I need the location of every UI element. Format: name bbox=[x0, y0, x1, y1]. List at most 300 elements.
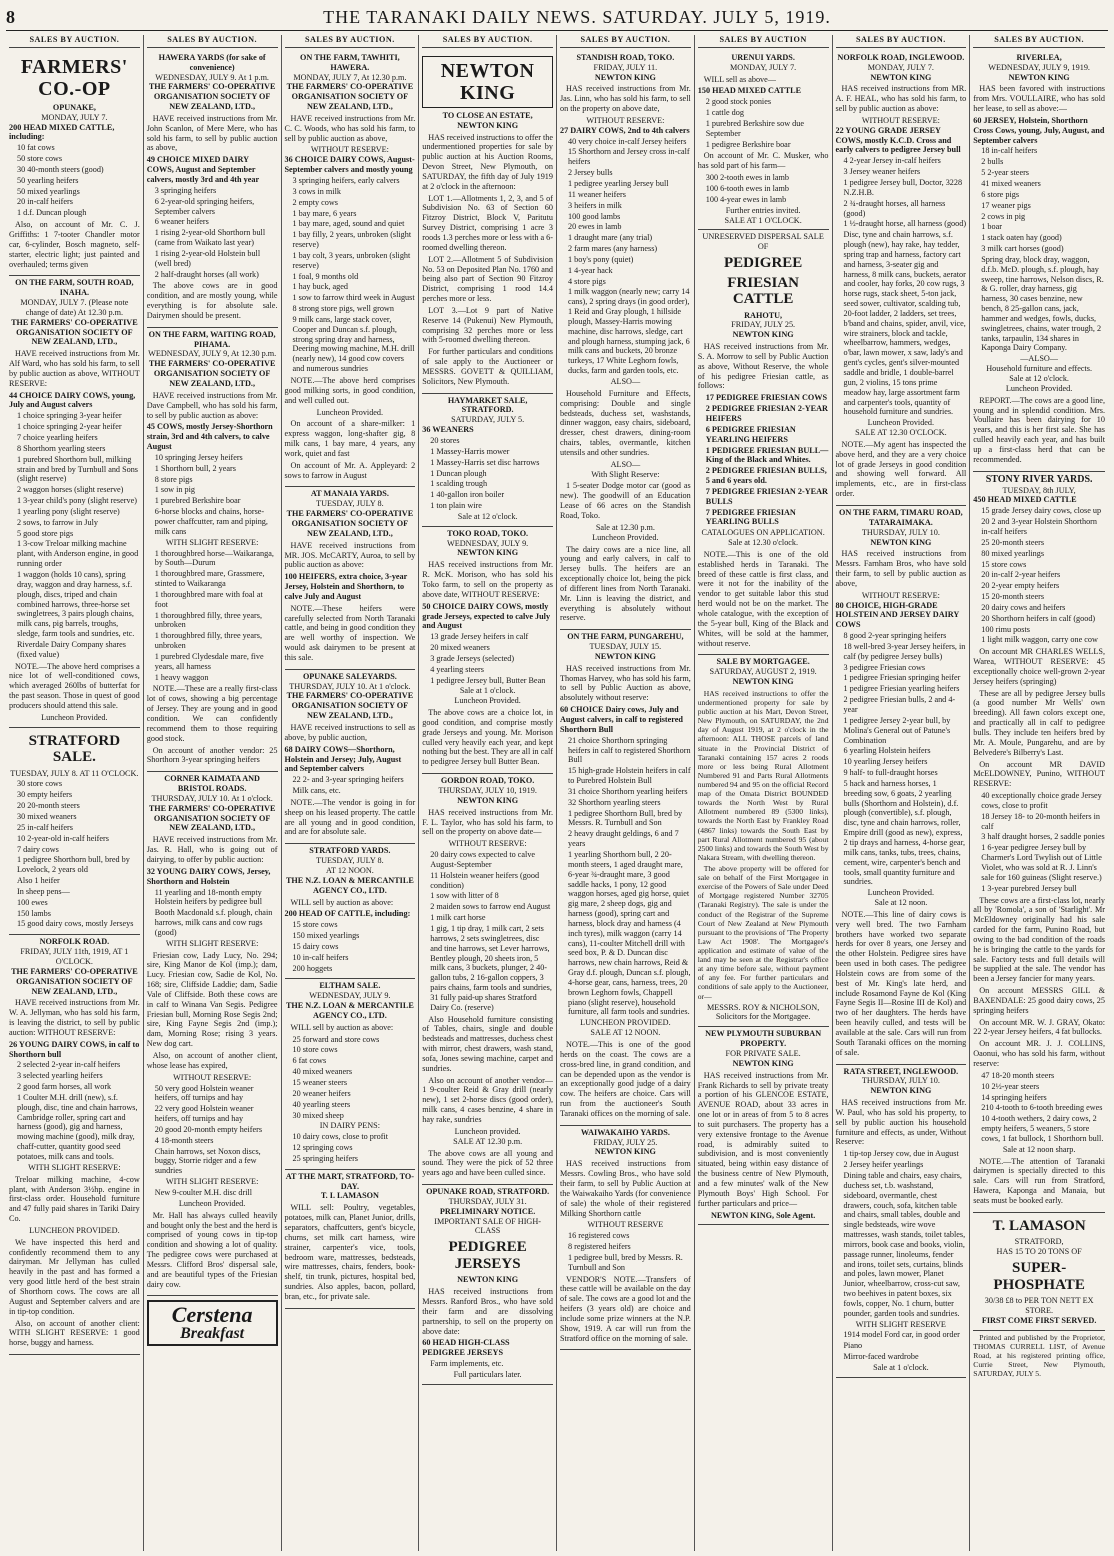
ad-text: HAS received instructions from Messrs. Ranford Bros., who have sold their farm and are dissolving partnership, to sell on the property on above date: bbox=[422, 1287, 553, 1336]
ad-org: T. I. LAMASON bbox=[320, 1191, 379, 1201]
list-item: 1 light milk waggon, carry one cow bbox=[981, 635, 1098, 645]
ad-account: On account MR CHARLES WELLS, Warea, WITHOUT RESERVE: 45 exceptionally choice well-grown 2-year Jersey heifers (springing) bbox=[973, 647, 1105, 686]
ad-text: For further particulars and conditions of sale apply to the Auctioneer or MESSRS. GOVETT & QUILLIAM, Solicitors, New Plymouth. bbox=[422, 347, 553, 386]
list-item: 1 bay mare, aged, sound and quiet bbox=[292, 219, 405, 229]
list-item: 4 2-year Jersey in-calf heifers bbox=[843, 156, 941, 166]
list-item: Piano bbox=[843, 1341, 863, 1351]
ad-items bbox=[147, 888, 278, 938]
ad-account: On account of Mr. C. Musker, who has sold part of his farm— bbox=[697, 151, 829, 171]
ad-solicitors: MESSRS. ROY & NICHOLSON, Solicitors for the Mortgagee. bbox=[706, 1002, 820, 1022]
ad-date: FRIDAY, JULY 11. bbox=[593, 62, 658, 72]
list-item: 1 pedigree Friesian yearling heifers bbox=[843, 684, 960, 694]
ad-note: NOTE.—The above herd comprises a nice lot of well-conditioned cows, which averaged 260lbs of butterfat for the past season. Those in quest of good producers should attend this sale. bbox=[9, 661, 140, 710]
ad-items bbox=[560, 736, 691, 1018]
ad-org: THE FARMERS' CO-OPERATIVE ORGANISATION SOCIETY OF NEW ZEALAND, LTD., bbox=[148, 82, 276, 112]
list-item: 100 ewes bbox=[17, 897, 48, 907]
list-item: 1 purebred Clydesdale mare, five years, all harness bbox=[154, 651, 264, 671]
ad-also: ALSO— bbox=[610, 459, 641, 469]
list-item: 3 grade Jerseys (selected) bbox=[430, 653, 515, 663]
ad-place: HAYMARKET SALE, STRATFORD. bbox=[447, 395, 528, 415]
ad-time: SALE AT 12 NOON. bbox=[590, 1028, 661, 1038]
list-item: 1 bay filly, 2 years, unbroken (slight reserve) bbox=[292, 230, 412, 250]
list-item: 17 PEDIGREE FRIESIAN COWS bbox=[705, 393, 827, 403]
ad-org: THE FARMERS' CO-OPERATIVE ORGANISATION SOCIETY OF NEW ZEALAND, LTD., bbox=[286, 691, 414, 721]
ad-org: THE FARMERS' CO-OPERATIVE ORGANISATION SOCIETY OF NEW ZEALAND, LTD., bbox=[286, 82, 414, 112]
list-item: 2 bulls bbox=[981, 157, 1004, 167]
list-item: 2 good stock ponies bbox=[705, 97, 772, 107]
ad-date: WEDNESDAY, JULY 9. bbox=[447, 538, 529, 548]
list-item: 6 PEDIGREE FRIESIAN YEARLING HEIFERS bbox=[705, 424, 796, 444]
list-item: 1 tip-top Jersey cow, due in August bbox=[843, 1149, 959, 1159]
list-item: 2 farm mares (any harness) bbox=[568, 244, 658, 254]
ad-items bbox=[285, 1132, 416, 1164]
ad-note: NOTE.—The vendor is going in for sheep on his leased property. The cattle are all young and in good condition, and are for absolute sale. bbox=[284, 797, 416, 837]
column-6 bbox=[695, 35, 833, 1551]
list-item: 1 yearling Shorthorn bull, 2 20-month steers, 1 aged draught mare, 6-year ¾-draught mare, 3 good saddle hacks, 1 pony, 12 good waggon horses, aged gig horse, quiet gig mare, 2 sheep dogs, gig and harness (good), spring cart and harness, block dray and harness (4 inch tyres), milk waggon (carry 14 cans), 11-coulter Mitchell drill with seed box, P. & D. Duncan disc harrows, new chain harrows, Reid & Gray d.f. plough, Duncan s.f. plough, 4-horse gear, cans, harness, trees, 20 brown Leghorn fowls, Chappell piano (slight reserve), household furniture, all farm tools and sundries. bbox=[568, 849, 691, 1017]
list-item: 7 dairy cows bbox=[17, 844, 59, 854]
list-item: 300 2-tooth ewes in lamb bbox=[705, 173, 789, 183]
ad-lot: LOT 1.—Allotments 1, 2, 3, and 5 of Subdivision No. 63 of Section 60 Fitzroy District, Block V, Paritutu Survey District, comprising 1 acre 3 roods 1.3 perches more or less with a 6-roomed dwelling thereon. bbox=[422, 193, 553, 252]
list-item: 1 sow with litter of 8 bbox=[430, 891, 499, 901]
ad-place: OPUNAKE SALEYARDS. bbox=[302, 671, 397, 681]
ad-place: AT MANAIA YARDS. bbox=[310, 489, 389, 499]
ad-text: WILL sell as above— bbox=[703, 74, 776, 84]
ad-org: THE FARMERS' CO-OPERATIVE ORGANISATION SOCIETY OF NEW ZEALAND, LTD., bbox=[11, 317, 138, 347]
list-item: 40 very choice in-calf Jersey heifers bbox=[568, 136, 687, 146]
ad-text: WILL sell by auction as above: bbox=[290, 1022, 394, 1032]
ad-text: WILL sell: Poultry, vegetables, potatoes, milk can, Planet Junior, drills, separators, chaffcutters, gent's bicycle, churns, set milk cart harness, wire strainer, carpenter's vice, tools, bedroom ware, mattresses, bedsteads, wire mattresses, chairs, fenders, book-shelf, tin trunk, pictures, hospital bed, sundries. Also apples, bacon, pollard, bran, etc., for private sale. bbox=[284, 1203, 416, 1301]
ad-date: THURSDAY, JULY 31. bbox=[448, 1196, 527, 1206]
ad-items bbox=[973, 146, 1105, 353]
ad-lot: 45 COWS, mostly Jersey-Shorthorn strain, 3rd and 4th calvers, to calve August bbox=[146, 422, 273, 452]
list-item: 1 3-year child's pony (slight reserve) bbox=[17, 496, 137, 506]
list-item: 20 dairy cows expected to calve August-September bbox=[430, 850, 536, 869]
list-item: 10 yearling Jersey heifers bbox=[843, 757, 928, 767]
list-item: 50 mixed yearlings bbox=[17, 186, 80, 196]
ad-items bbox=[422, 850, 553, 1013]
ad-place: ON THE FARM, TIMARU ROAD, TATARAIMAKA. bbox=[839, 507, 963, 527]
ad-inaha bbox=[9, 276, 140, 727]
list-item: 2 selected 2-year in-calf heifers bbox=[17, 1060, 121, 1070]
list-item: 20 in-calf 2-year heifers bbox=[981, 570, 1061, 580]
ad-note: The above cows are a choice lot, in good condition, and comprise mostly grade Jerseys and young. Mr. Morison culled very heavily each year, and kept nothing but the best. They are all in calf to pedigree Jersey bull Butter Bean. bbox=[422, 708, 553, 767]
list-item: 3 cows in milk bbox=[292, 186, 341, 196]
list-item: 18 in-calf heifers bbox=[981, 146, 1038, 156]
ad-text: HAVE received instructions from Mr. Dave Campbell, who has sold his farm, to sell by public auction as above: bbox=[146, 390, 278, 420]
ad-note: NOTE.—This is one of the old established herds in Taranaki. The breed of these cattle is first class, and were it not for the inability of the vendor to get suitable labor this stud herd would not be on the market. The whole catalogue, with the exception of the 5-year bull, King of the Black and Whites, will be sold at the hammer, without reserve. bbox=[697, 549, 829, 648]
ad-text: HAVE received instructions from Mr. W. A. Jellyman, who has sold his farm, is leaving the district, to sell by public auction: WITHOUT RESERVE: bbox=[9, 998, 140, 1037]
ad-reserve: WITHOUT RESERVE: bbox=[310, 145, 389, 155]
list-item: 1 sow in pig bbox=[154, 485, 196, 495]
list-item: 4 yearling steers bbox=[430, 664, 484, 674]
ad-text: HAS received instructions from Messrs. Cowling Bros., who have sold their farm, to sell by Public Auction at the Waiwakaiho Yards (for convenience of sale) the whole of their registered Milking Shorthorn cattle bbox=[560, 1159, 691, 1218]
list-item: 18 Jersey 18- to 20-month heifers in calf bbox=[981, 811, 1100, 831]
ad-items bbox=[973, 506, 1105, 645]
list-item: 32 Shorthorn yearling steers bbox=[568, 797, 661, 807]
list-item: Dining table and chairs, easy chairs, duchess set, t.b. washstand, sideboard, overmantle, chest drawers, couch, sofa, kitchen table and chairs, small tables, double and single bedsteads, wire wove mattresses, wash stands, toilet tables, mirrors, book case and books, violin, passage runner, linoleums, fender and irons, toilet sets, curtains, blinds and poles, lawn mower, Planet Junior, wheelbarrow, cross-cut saw, two beehives in patent boxes, six fowls, copper, No. 1 churn, butter pounder, garden tools and sundries. bbox=[843, 1170, 966, 1318]
ad-lunch: Luncheon Provided. bbox=[592, 532, 659, 542]
ad-text: HAVE received instructions from MR. JOS. McCARTY, Auroa, to sell by public auction as above: bbox=[284, 540, 416, 570]
ad-sub: UNRESERVED DISPERSAL SALE OF bbox=[702, 232, 824, 252]
ad-account: On account of another vendor: 25 Shorthorn 3-year springing heifers bbox=[146, 745, 278, 765]
ad-lot: 44 CHOICE DAIRY COWS, young, July and August calvers bbox=[9, 390, 136, 410]
ad-time: Sale at 1 o'clock. bbox=[873, 1363, 929, 1372]
ad-farmers-opunake bbox=[9, 51, 140, 277]
ad-time: SALE AT 1 O'CLOCK. bbox=[724, 215, 802, 225]
ad-lunch: LUNCHEON PROVIDED. bbox=[29, 1225, 120, 1235]
ad-text: HAVE received instructions from Mr. Jas. R. Hall, who is going out of dairying, to offer by public auction: bbox=[146, 835, 278, 864]
list-item: Booth Macdonald s.f. plough, chain harrows, milk cans and cow rugs (good) bbox=[154, 908, 273, 937]
list-item: 9 milk cans, large stack cover, Cooper and Duncan s.f. plough, strong spring dray and harness, Deering mowing machine, M.H. drill (nearly new), 14 good cow covers and numerous sundries bbox=[292, 314, 415, 374]
ad-items bbox=[147, 453, 278, 537]
ad-text: Household Furniture and Effects, comprising: Double and single bedsteads, duchess set, washstands, dinner waggon, easy chairs, sideboard, dresser, chest drawers, dining-room chairs, tables, overmantle, kitchen utensils and other sundries. bbox=[560, 388, 691, 457]
list-item: 2 maiden sows to farrow end August bbox=[430, 902, 551, 912]
ad-items bbox=[147, 1084, 278, 1177]
column-3 bbox=[282, 35, 420, 1551]
ad-norfolk-road bbox=[9, 935, 140, 1355]
list-item: 1 waggon (holds 10 cans), spring dray, waggon and dray harness, s.f. plough, discs, triped and chain combined harrows, three-horse set swingletrees, 3 pairs plough chains, milk cans, pig barrels, troughs, sledge, farm tools and sundries, etc. bbox=[17, 569, 135, 639]
list-item: 20 Shorthorn heifers in calf (good) bbox=[981, 613, 1096, 623]
ad-text: HAS received instructions from Mr. F. L. Taylor, who has sold his farm, to sell on the property on above date— bbox=[422, 807, 553, 837]
list-item: 2 cows in pig bbox=[981, 211, 1026, 221]
list-item: 1 40-gallon iron boiler bbox=[430, 490, 505, 500]
list-item: 5 hack and harness horses, 1 breeding sow, 6 goats, 2 yearling bulls (Shorthorn and Holstein), d.f. plough (convertible), s.f. plough, disc, tyne and chain harrows, roller, Empire drill (good as new), express, 2 tip drays and harness, 4-horse gear, milk cans, tanks, tubs, trees, chains, cement, wire, carpenter's bench and tools, small quantity furniture and sundries. bbox=[843, 778, 966, 887]
ad-lunch: Luncheon Provided. bbox=[1005, 383, 1073, 393]
list-item: 1 pedigree Shorthorn Bull, bred by Messrs. R. Turnbull and Son bbox=[568, 808, 683, 828]
ad-place: AT THE MART, STRATFORD, TO-DAY. bbox=[285, 1171, 415, 1191]
list-item: 18 well-bred 3-year Jersey heifers, in calf (by pedigree Jersey bulls) bbox=[843, 641, 966, 661]
ad-place: GORDON ROAD, TOKO. bbox=[440, 776, 535, 786]
list-item: 40 yearling steers bbox=[292, 1099, 351, 1109]
ad-lot: 100 HEIFERS, extra choice, 3-year Jersey, Holstein and Shorthorn, to calve July and August bbox=[284, 572, 408, 601]
ad-lot: 26 YOUNG DAIRY COWS, in calf to Shorthorn bull bbox=[9, 1039, 140, 1059]
list-item: 1 scalding trough bbox=[430, 479, 488, 489]
list-item: 1 boy's pony (quiet) bbox=[568, 254, 634, 264]
column-7 bbox=[833, 35, 971, 1551]
ad-date: WEDNESDAY, JULY 9, At 12.30 p.m. bbox=[148, 349, 277, 359]
ad-items bbox=[560, 137, 691, 376]
ad-date: MONDAY, JULY 7, At 12.30 p.m. bbox=[293, 72, 407, 82]
ad-org: NEWTON KING bbox=[457, 120, 519, 130]
ad-items bbox=[973, 791, 1105, 893]
list-item: 30 mixed weaners bbox=[17, 812, 77, 821]
ad-place: RATA STREET, INGLEWOOD. bbox=[843, 1066, 959, 1076]
ad-org: NEWTON KING bbox=[870, 72, 932, 82]
list-item: 1 PEDIGREE FRIESIAN BULL—King of the Black and Whites. bbox=[705, 445, 829, 465]
list-item: 16 registered cows bbox=[568, 1231, 630, 1241]
ad-reserve: WITHOUT RESERVE: bbox=[586, 115, 665, 125]
list-item: 1 ½-draught horse, all harness (good) bbox=[843, 219, 967, 229]
ad-friesian-dispersal bbox=[698, 230, 829, 655]
ad-org: NEWTON KING bbox=[594, 72, 656, 82]
ad-reserve: WITH SLIGHT RESERVE: bbox=[165, 938, 259, 948]
ad-date: THURSDAY, JULY 10. At 1 o'clock. bbox=[151, 793, 273, 803]
list-item: 4 18-month steers bbox=[154, 1135, 214, 1145]
ad-text: HAS received instructions from Mr. Thomas Harvey, who has sold his farm, to sell by Public Auction as above, absolutely without reserve: bbox=[560, 663, 691, 703]
ad-lot: 60 HEAD HIGH-CLASS PEDIGREE JERSEYS bbox=[422, 1338, 510, 1358]
list-item: 20 in-calf heifers bbox=[17, 197, 73, 207]
ad-stony-river bbox=[973, 472, 1105, 1213]
ad-org: T. LAMASON bbox=[992, 1217, 1086, 1234]
ad-org: NEWTON KING bbox=[457, 795, 519, 805]
list-item: 1 milk waggon (nearly new; carry 14 cans), 2 spring drays (in good order), 1 Reid and Gray plough, 1 hillside plough, Massey-Harris mowing machine, disc harrows, sledge, cart and plough harness, stumping jack, 6 milk cans and buckets, 20 bronze turkeys, 17 White Leghorn fowls, ducks, farm and garden tools, etc. bbox=[568, 287, 690, 376]
ad-date: TUESDAY, 8th JULY, bbox=[1002, 485, 1076, 495]
ad-org: NEWTON KING bbox=[1008, 72, 1070, 82]
list-item: 21 choice Shorthorn springing heifers in calf to registered Shorthorn Bull bbox=[568, 735, 691, 765]
ad-date: TUESDAY, JULY 15. bbox=[589, 642, 662, 652]
ad-note: NOTE.—These are a really first-class lot of cows, showing a big percentage of Jersey. They are young and in good condition. We can confidently recommend them to those requiring good stock. bbox=[146, 684, 278, 743]
ad-subhead: IN DAIRY PENS: bbox=[319, 1121, 380, 1131]
ad-text: Also Household furniture consisting of Tables, chairs, single and double bedsteads and mattresses, duchess chest with mirror, chest drawers, wash stand, sofa, Jones sewing machine, carpet and sundries. bbox=[422, 1014, 553, 1073]
ad-place: RAHOTU, bbox=[744, 310, 783, 320]
ad-org: NEWTON KING bbox=[732, 330, 794, 340]
list-item: 5 good store pigs bbox=[17, 528, 74, 538]
ad-reserve: WITHOUT RESERVE: bbox=[173, 1072, 252, 1082]
list-item: 1 stack oaten hay (good) bbox=[981, 233, 1062, 243]
list-item: 8 registered heifers bbox=[568, 1242, 631, 1252]
ad-stratford-sale bbox=[9, 728, 140, 936]
list-item: 10 store cows bbox=[292, 1045, 338, 1055]
list-item: 2 waggon horses (slight reserve) bbox=[17, 485, 124, 495]
list-item: 13 grade Jersey heifers in calf bbox=[430, 632, 529, 642]
ad-note: These are all by pedigree Jersey bulls (a good number Mr Wells' own breeding). All fawn colors except one, and practically all in calf to pedigree bulls. They include ten heifers bred by Mr. A. Moule, Pungarehu, and are by Belvedere's Bilberry's Last. bbox=[973, 688, 1105, 757]
list-item: 7 PEDIGREE FRIESIAN 2-YEAR BULLS bbox=[705, 486, 828, 506]
list-item: 210 4-tooth to 6-tooth breeding ewes bbox=[981, 1103, 1103, 1113]
list-item: 2 heavy draught geldings, 6 and 7 years bbox=[568, 829, 679, 849]
list-item: 20 2-year empty heifers bbox=[981, 581, 1060, 591]
ad-org: NEWTON KING bbox=[732, 677, 794, 687]
ad-org: NEWTON KING bbox=[594, 651, 656, 661]
list-item: 20 20-month steers bbox=[17, 801, 80, 811]
ad-text: HAS received instructions from Messrs. Farnham Bros, who have sold their farm, to sell by public auction as above, bbox=[835, 549, 967, 588]
ad-date: MONDAY, JULY 7. bbox=[41, 112, 108, 122]
ad-reserve: WITH SLIGHT RESERVE bbox=[855, 1319, 946, 1329]
column-caption: SALES BY AUCTION. bbox=[285, 35, 416, 48]
ad-place: RIVERLEA, bbox=[1016, 52, 1062, 62]
ad-items bbox=[836, 1149, 967, 1318]
ad-text: WILL sell by auction as above: bbox=[290, 897, 394, 907]
column-caption: SALES BY AUCTION. bbox=[9, 35, 140, 48]
ad-time: Sale at 12.30 o'clock. bbox=[728, 538, 799, 548]
ad-pungarehu bbox=[560, 630, 691, 1126]
ad-place: HAWERA YARDS (for sake of convenience) bbox=[158, 52, 266, 72]
list-item: 1 thoroughbred filly, three years, unbroken bbox=[154, 610, 262, 630]
list-item: 20 dairy cows and heifers bbox=[981, 602, 1066, 612]
logo-word: Cerstena bbox=[171, 1302, 253, 1328]
list-item: 31 choice Shorthorn yearling heifers bbox=[568, 786, 688, 796]
ad-org: NEWTON KING bbox=[870, 1086, 932, 1096]
ad-place: ON THE FARM, WAITING ROAD, PIHAMA. bbox=[148, 329, 276, 349]
ad-date: TUESDAY, JULY 8. bbox=[316, 856, 384, 866]
list-item: 2 Jersey heifer yearlings bbox=[843, 1160, 924, 1170]
list-item: 1 pedigree Jersey 2-year bull, by Molina's General out of Patune's Combination bbox=[843, 715, 951, 745]
ad-stratford-yards bbox=[285, 844, 416, 979]
ad-text: HAS 15 TO 20 TONS OF bbox=[996, 1247, 1082, 1257]
ad-items bbox=[285, 920, 416, 973]
list-item: 1 rising 2-year-old Holstein bull (well bred) bbox=[154, 248, 261, 268]
cerstena-breakfast-logo bbox=[147, 1300, 278, 1346]
ad-standish-road bbox=[560, 51, 691, 630]
ad-price: 30/38 £8 to PER TON NETT EX STORE. bbox=[984, 1296, 1094, 1315]
list-item: Disc, tyne and chain harrows, s.f. plough (new), hay rake, hay tedder, spring trap and harness, factory cart and harness, 3-seater gig and harness, 8 milk cans, buckets, aerator and cooler, hay forks, 20 cow rugs, 3 horse rugs, stack sheet, 5-ton jack, seed sower, cultivator, scalding tub, 20-foot ladder, 2 ladders, set trees, b'band and chains, spider, anvil, vice, wire strainers, block and tackle, wheelbarrow, hammers, wedges, o'bar, lawn mower, x saw, lady's and gent's cycles, gent's silver-mounted saddle and bridle, 1 double-barrel gun, 2 violins, 15 tons prime meadow hay, large assortment farm and carpenter's tools, quantity of household furniture and sundries. bbox=[843, 230, 966, 417]
ad-org: NEWTON KING bbox=[457, 1275, 519, 1285]
list-item: 1 purebred Shorthorn bull, milking strain and bred by Turnbull and Sons (slight reserve) bbox=[17, 454, 138, 484]
list-item: 3 springing heifers bbox=[154, 185, 217, 195]
list-item: 20 good 20-month empty heifers bbox=[154, 1124, 263, 1134]
ad-items bbox=[285, 176, 416, 374]
ad-text: HAS been favored with instructions from Mrs. VOULLAIRE, who has sold her lease, to sell as above:— bbox=[973, 84, 1105, 114]
list-item: 17 weaner pigs bbox=[981, 200, 1031, 210]
column-caption: SALES BY AUCTION. bbox=[836, 35, 967, 48]
ad-reserve: WITHOUT RESERVE: bbox=[861, 590, 940, 600]
list-item: 1 Massey-Harris set disc harrows bbox=[430, 457, 540, 467]
ad-place: ON THE FARM, TAWHITI, HAWERA. bbox=[300, 52, 400, 72]
list-item: 1 purebred Berkshire boar bbox=[154, 496, 241, 506]
ad-also: —ALSO— bbox=[1020, 354, 1058, 364]
list-item: 1 pedigree Berkshire boar bbox=[705, 139, 791, 149]
ad-lot: 68 DAIRY COWS—Shorthorn, Holstein and Jersey; July, August and September calvers bbox=[284, 744, 402, 774]
list-item: Mirror-faced wardrobe bbox=[843, 1352, 919, 1362]
ad-place: NEW PLYMOUTH SUBURBAN PROPERTY. bbox=[705, 1029, 822, 1049]
list-item: 15 20-month steers bbox=[981, 592, 1045, 602]
ad-items bbox=[836, 156, 967, 417]
ad-account: Also on account of another vendor— 1 9-coulter Reid & Gray drill (nearly new), 1 set 2-horse discs (good order), milk cans, 4 cases benzine, 4 share in hay rake, sundries bbox=[422, 1075, 553, 1124]
ad-place: SALE BY MORTGAGEE. bbox=[716, 657, 810, 667]
list-item: 1 gig, 1 tip dray, 1 milk cart, 2 sets harrows, 2 sets swingletrees, disc and tine harrows, set Lever harrows, Bentley plough, 20 sheets iron, 5 milk cans, 3 buckets, plunger, 2 40-gallon tubs, 2 16-gallon coppers, 3 pairs chains, farm tools and sundries, 31 fully paid-up shares Stratford Dairy Co. (reserve) bbox=[430, 923, 552, 1012]
list-item: 25 in-calf heifers bbox=[17, 822, 73, 832]
ad-items bbox=[285, 775, 416, 796]
ad-place: STANDISH ROAD, TOKO. bbox=[576, 52, 675, 62]
list-item: 20 ewes in lamb bbox=[568, 222, 622, 232]
ad-account: On account MR. J. J. COLLINS, Oaonui, who has sold his farm, without reserve: bbox=[973, 1039, 1105, 1068]
ad-items bbox=[973, 1071, 1105, 1144]
list-item: 100 6-tooth ewes in lamb bbox=[705, 183, 789, 193]
ad-lot: 60 CHOICE Dairy cows, July and August calvers, in calf to registered Shorthorn Bull bbox=[560, 705, 683, 734]
list-item: 2 PEDIGREE FRIESIAN 2-YEAR HEIFERS bbox=[705, 404, 828, 423]
list-item: 1 d.f. Duncan plough bbox=[17, 208, 87, 218]
list-item: 12 springing cows bbox=[292, 1143, 353, 1153]
ad-heading: STONY RIVER YARDS. bbox=[985, 473, 1093, 485]
ad-text: HAS received instructions from Mr. R. McK. Morison, who has sold his Toko farm, to sell on the property as above date, WITHOUT RESERVE: bbox=[422, 560, 553, 599]
ad-mortgagee-sale bbox=[698, 655, 829, 1027]
list-item: 100 4-year ewes in lamb bbox=[705, 194, 787, 204]
ad-reserve: WITH SLIGHT RESERVE: bbox=[165, 537, 259, 547]
list-item: 25 springing heifers bbox=[292, 1153, 358, 1163]
ad-account: On account of Mr. A. Appleyard: 2 sows to farrow in August bbox=[284, 460, 416, 480]
ad-account: Also, on account of Mr. C. J. Griffiths: 1 7-tooter Chandler motor car, 6-cylinder, Bosch magneto, self-starter, electric light; just painted and overhauled; terms given bbox=[9, 220, 140, 269]
ad-heading: STRATFORD SALE. bbox=[28, 732, 121, 766]
ad-catalogues: CATALOGUES ON APPLICATION. bbox=[701, 528, 825, 538]
ad-superphosphate bbox=[973, 1213, 1105, 1331]
list-item: 1 choice springing 3-year heifer bbox=[17, 411, 122, 421]
ad-heading: PEDIGREE bbox=[723, 255, 803, 272]
list-item: 1 pedigree Jersey bull, Butter Bean bbox=[430, 675, 546, 685]
list-item: 8 good 2-year springing heifers bbox=[843, 631, 947, 641]
ad-text: Friesian cow, Lady Lucy, No. 294; sire, King Manor de Kol (imp.); dam, Lucy. Friesian cow, Sadie de Kol, No. 168; sire, Cliffside Laddie; dam, Sadie Vale of Cliffside. Both these cows are in calf to Winana Van Segis. Pedigree Friesian bull, Morning Rose Segis 2nd; sire, King Fayne Segis 2nd (imp.); dam, Morning Rose; rising 3 years. New dog cart. bbox=[146, 950, 278, 1049]
ad-place: OPUNAKE ROAD, STRATFORD. bbox=[426, 1187, 550, 1197]
list-item: 1 Massey-Harris mower bbox=[430, 446, 510, 456]
list-item: 10 in-calf heifers bbox=[292, 952, 349, 962]
list-item: 15 Shorthorn and Jersey cross in-calf heifers bbox=[568, 147, 690, 167]
list-item: Chain harrows, set Noxon discs, buggy, Storrie ridger and a few sundries bbox=[154, 1146, 261, 1176]
ad-manaia bbox=[285, 487, 416, 669]
ad-items bbox=[9, 143, 140, 218]
ad-text: The above property will be offered for sale on behalf of the First Mortgagee in exercise of the Powers of Sale under Deed of Mortgage registered Number 32705 (Taranaki Registry). The sale is under the conduct of the Registrar of the Supreme Court of New Zealand at New Plymouth pursuant to the provisions of 'The Property Law Act 1908'. The Mortgagee's application and estimate of value of the land may be seen at the Registrar's office at any time before sale, without payment of any fee. For further particulars and conditions of sale apply to the Auctioneer, or— bbox=[697, 863, 829, 1001]
ad-reserve: WITHOUT RESERVE bbox=[587, 1220, 664, 1230]
column-8 bbox=[970, 35, 1108, 1551]
list-item: 8 Shorthorn yearling steers bbox=[17, 443, 106, 453]
ad-items bbox=[422, 436, 553, 511]
ad-item: New 9-coulter M.H. disc drill bbox=[154, 1187, 253, 1197]
ad-items bbox=[147, 549, 278, 683]
list-item: 41 mixed weaners bbox=[981, 178, 1041, 188]
list-item: 2 half-draught horses (all work) bbox=[154, 269, 259, 279]
ad-account: On account MR. W. J. GRAY, Okato: 22 2-year Jersey heifers, 4 fat bullocks. bbox=[973, 1017, 1105, 1037]
ad-haymarket bbox=[422, 394, 553, 527]
masthead bbox=[6, 4, 1108, 31]
ad-norfolk-inglewood bbox=[836, 51, 967, 506]
ad-text: HAS received instructions to offer the undermentioned property for sale by public auction at his Mart, Devon Street, New Plymouth, on SATURDAY, the 2nd day of August 1919, at 2 o'clock in the afternoon: ALL THOSE parcels of land situate in the Provincial District of Taranaki containing 157 acres 2 roods more or less being Rural Allotment Numbered 91 and Parts Rural Allotments numbered 94 and 95 on the official Record map of the Omata District BOUNDED towards the North West by Rural Allotment numbered 89 (5300 links), towards the North East by Frankley Road (4867 links) towards the South East by part Rural Allotment numbered 95 (about 2500 links) and towards the South West by Nakara Stream, with dwelling thereon. bbox=[697, 688, 829, 862]
list-item: 47 18-20 month steers bbox=[981, 1070, 1055, 1080]
ad-date: TUESDAY, JULY 8. bbox=[316, 499, 384, 509]
list-item: 10 4-tooth wethers, 2 dairy cows, 2 empty heifers, 5 weaners, 5 store cows, 1 fat bullock, 1 Shorthorn bull. bbox=[981, 1114, 1104, 1143]
ad-items bbox=[147, 186, 278, 280]
list-item: 15 store cows bbox=[981, 559, 1027, 569]
ad-eltham bbox=[285, 979, 416, 1169]
list-item: 3 selected yearling heifers bbox=[17, 1071, 103, 1081]
ad-reserve: With Slight Reserve: bbox=[591, 469, 660, 479]
ad-lot: 200 HEAD MIXED CATTLE, including: bbox=[9, 122, 115, 142]
ad-lunch: LUNCHEON PROVIDED. bbox=[580, 1018, 671, 1028]
list-item: 50 yearling heifers bbox=[17, 175, 79, 185]
ad-heading: NEWTON KING bbox=[422, 56, 553, 108]
list-item: 25 20-month steers bbox=[981, 537, 1045, 547]
ad-hawera-yards bbox=[147, 51, 278, 328]
list-item: 1 thoroughbred filly, three years, unbroken bbox=[154, 631, 262, 651]
ad-time: Sale at 12 o'clock. bbox=[457, 511, 518, 521]
ad-lot: 60 JERSEY, Holstein, Shorthorn Cross Cows, young, July, August, and September calvers bbox=[973, 115, 1105, 145]
ad-lunch: Luncheon Provided. bbox=[454, 696, 521, 706]
ad-opunake-saleyards bbox=[285, 670, 416, 845]
ad-text: HAVE received instructions to sell as above, by public auction, bbox=[284, 723, 416, 742]
list-item: 6 weaner heifers bbox=[154, 217, 209, 227]
ad-account: Also, on account of another client: WITH SLIGHT RESERVE: 1 good horse, buggy and harness. bbox=[9, 1318, 140, 1348]
list-item: 5 2-year steers bbox=[981, 168, 1029, 178]
column-4 bbox=[419, 35, 557, 1551]
ad-text: HAS received instructions from Mr. Jas. Linn, who has sold his farm, to sell on the property on above date, bbox=[560, 84, 691, 114]
list-item: In sheep pens— bbox=[17, 886, 70, 896]
ad-timaru-road bbox=[836, 506, 967, 1065]
ad-text: Treloar milking machine, 4-cow plant, with Anderson 3½hp. engine in first-class order. Household furniture and 47 fully paid shares in Tariki Dairy Co. bbox=[9, 1174, 140, 1224]
ad-note: Mr. Hall has always culled heavily and bought only the best and the herd is comprised of young cows in tip-top condition and showing a lot of quality. The pedigree cows were purchased at Messrs. Clifford Bros' dispersal sale, and are beautiful types of the Friesian dairy cow. bbox=[146, 1210, 278, 1289]
ad-date: THURSDAY, JULY 10. bbox=[861, 1076, 940, 1086]
ad-lot: 36 CHOICE DAIRY COWS, August-September calvers and mostly young bbox=[284, 155, 415, 175]
list-item: 2 PEDIGREE FRIESIAN BULLS, 5 and 6 years old. bbox=[705, 466, 827, 486]
ad-lot: 150 HEAD MIXED CATTLE bbox=[697, 86, 802, 96]
ad-text: 1 5-seater Dodge motor car (good as new). The goodwill of an Education Lease of 66 acres on the Standish Road, Toko. bbox=[560, 481, 691, 520]
ad-text: HAS received instructions from Mr. Frank Richards to sell by private treaty a portion of his GLENCOE ESTATE, AVENUE ROAD, about 33 acres in one lot or in areas of from 5 to 8 acres to suit purchasers. The property has a very extensive frontage to the Avenue road, is admirably suited to subdivision, and is most conveniently situated, being within easy distance of the business centre of New Plymouth, and a few minutes' walk of the New Plymouth Boys' High School. For further particulars and price— bbox=[697, 1070, 829, 1208]
ad-date: SATURDAY, AUGUST 2, 1919. bbox=[709, 667, 817, 677]
ad-rata-street bbox=[836, 1065, 967, 1378]
list-item: 1 pedigree bull, bred by Messrs. R. Turnbull and Son bbox=[568, 1252, 683, 1272]
ad-heading: PEDIGREE JERSEYS bbox=[448, 1239, 527, 1272]
list-item: 3 milk cart horses (good) bbox=[981, 244, 1064, 254]
list-item: 50 store cows bbox=[17, 154, 63, 164]
ad-items bbox=[560, 1231, 691, 1272]
printer-imprint: Printed and published by the Proprietor, THOMAS CURRELL LIST, of Avenue Road, at his registered printing office, Currie Street, New Plymouth, SATURDAY, JULY 5. bbox=[973, 1332, 1105, 1378]
list-item: 2 Jersey bulls bbox=[568, 168, 613, 178]
ad-note: We have inspected this herd and confidently recommend them to any dairyman. Mr Jellyman has culled heavily in the past and has formed a very good little herd of the best strain of Shorthorn cows. The cows are all August and September calvers and are in tip-top condition. bbox=[9, 1237, 140, 1316]
